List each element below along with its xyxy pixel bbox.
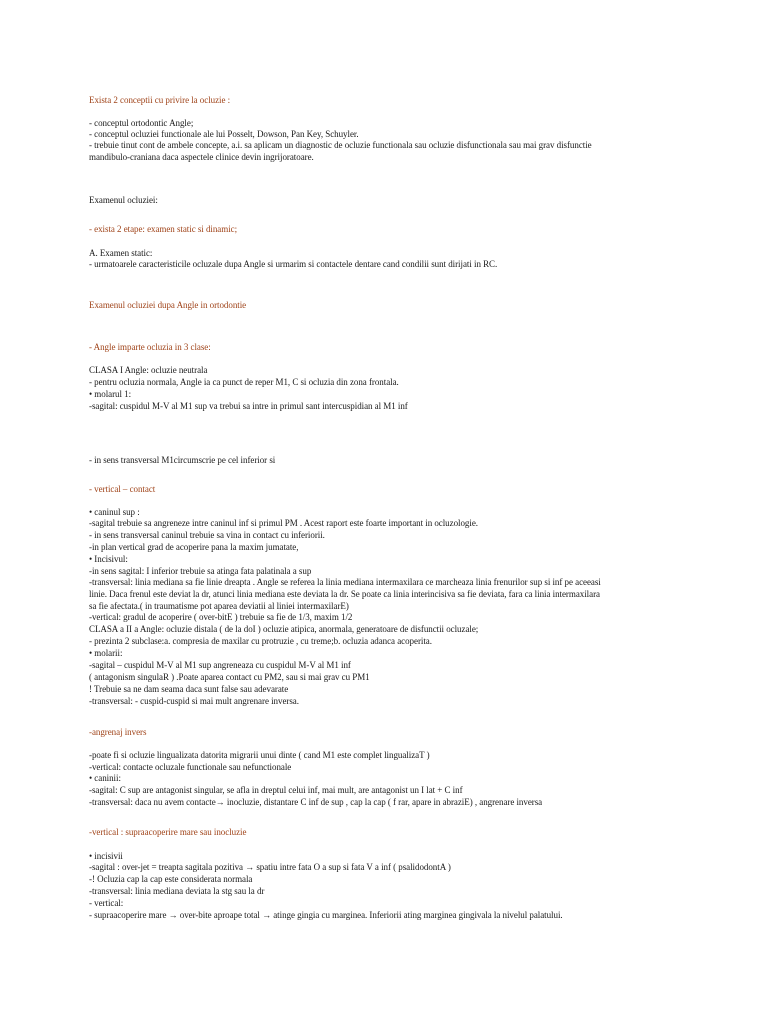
text-line: - in sens transversal M1circumscrie pe cel inferior si	[89, 455, 276, 465]
text-line: -transversal: daca nu avem contacte→ inocluzie, distantare C inf de sup , cap la cap ( f rar, apare in abraziE) , angrenare inversa	[89, 797, 543, 807]
text-line: • caninii:	[89, 773, 121, 783]
text-line: -sagital trebuie sa angreneze intre caninul inf si primul PM . Acest raport este foarte important in ocluzologie.	[89, 518, 478, 528]
section-heading: -angrenaj invers	[89, 727, 147, 737]
text-line: • molarul 1:	[89, 389, 132, 399]
section-heading: Exista 2 conceptii cu privire la ocluzie :	[89, 95, 231, 105]
text-line: -poate fi si ocluzie lingualizata datorita migrarii unui dinte ( cand M1 este complet lingualizaT )	[89, 750, 430, 760]
text-line: sa fie afectata.( in traumatisme pot aparea deviatii al liniei intermaxilarE)	[89, 601, 349, 611]
text-line: - in sens transversal caninul trebuie sa vina in contact cu inferiorii.	[89, 530, 325, 540]
section-heading: - Angle imparte ocluzia in 3 clase:	[89, 342, 211, 352]
text-line: • caninul sup :	[89, 507, 140, 517]
text-line: -sagital: C sup are antagonist singular, se afla in dreptul celui inf, mai mult, are antagonist un I lat + C inf	[89, 785, 463, 795]
text-line: • Incisivul:	[89, 554, 128, 564]
text-line: - pentru ocluzia normala, Angle ia ca punct de reper M1, C si ocluzia din zona frontala.	[89, 377, 399, 387]
text-line: linie. Daca frenul este deviat la dr, atunci linia mediana este deviata la dr. Se poate ca linia interincisiva sa fie deviata, fara ca linia intermaxilara	[89, 589, 600, 599]
text-line: -vertical: gradul de acoperire ( over-bitE ) trebuie sa fie de 1/3, maxim 1/2	[89, 612, 353, 622]
text-line: -transversal: - cuspid-cuspid si mai mult angrenare inversa.	[89, 696, 299, 706]
section-heading: - vertical – contact	[89, 484, 156, 494]
text-line: - supraacoperire mare → over-bite aproape total → atinge gingia cu marginea. Inferiorii ating marginea gingivala la nivelul palatului.	[89, 910, 563, 920]
section-heading: -vertical : supraacoperire mare sau inocluzie	[89, 827, 247, 837]
text-line: - vertical:	[89, 898, 124, 908]
text-line: - conceptul ocluziei functionale ale lui Posselt, Dowson, Pan Key, Schuyler.	[89, 129, 359, 139]
text-line: - urmatoarele caracteristicile ocluzale dupa Angle si urmarim si contactele dentare cand condilii sunt dirijati in RC.	[89, 259, 498, 269]
text-line: -in plan vertical grad de acoperire pana la maxim jumatate,	[89, 542, 299, 552]
text-line: - conceptul ortodontic Angle;	[89, 118, 194, 128]
text-line: - prezinta 2 subclase:a. compresia de maxilar cu protruzie , cu treme;b. ocluzia adanca acoperita.	[89, 636, 432, 646]
text-line: -sagital : over-jet = treapta sagitala pozitiva → spatiu intre fata O a sup si fata V a inf ( psalidodontA )	[89, 862, 451, 872]
text-line: CLASA a II a Angle: ocluzie distala ( de la doI ) ocluzie atipica, anormala, generatoare de disfunctii ocluzale;	[89, 624, 479, 634]
text-line: mandibulo-craniana daca aspectele clinice devin ingrijoratoare.	[89, 152, 314, 162]
text-line: -! Ocluzia cap la cap este considerata normala	[89, 874, 253, 884]
text-line: • incisivii	[89, 851, 123, 861]
text-line: - trebuie tinut cont de ambele concepte, a.i. sa aplicam un diagnostic de ocluzie functionala sau ocluzie disfunctionala sau mai grav disfunctie	[89, 140, 592, 150]
text-line: ( antagonism singulaR ) .Poate aparea contact cu PM2, sau si mai grav cu PM1	[89, 672, 370, 682]
text-line: • molarii:	[89, 648, 123, 658]
section-heading: Examenul ocluziei dupa Angle in ortodontie	[89, 300, 247, 310]
text-line: -transversal: linia mediana sa fie linie dreapta . Angle se referea la linia mediana intermaxilara ce marcheaza linia frenurilor sup si inf pe aceeasi	[89, 577, 601, 587]
text-line: -sagital – cuspidul M-V al M1 sup angreneaza cu cuspidul M-V al M1 inf	[89, 660, 351, 670]
text-line: Examenul ocluziei:	[89, 195, 158, 205]
text-line: A. Examen static:	[89, 248, 153, 258]
text-line: -sagital: cuspidul M-V al M1 sup va trebui sa intre in primul sant intercuspidian al M1 inf	[89, 401, 408, 411]
text-line: -transversal: linia mediana deviata la stg sau la dr	[89, 886, 265, 896]
text-line: ! Trebuie sa ne dam seama daca sunt false sau adevarate	[89, 684, 289, 694]
text-line: -in sens sagital: I inferior trebuie sa atinga fata palatinala a sup	[89, 566, 312, 576]
text-line: -vertical: contacte ocluzale functionale sau nefunctionale	[89, 762, 292, 772]
text-line: CLASA I Angle: ocluzie neutrala	[89, 365, 208, 375]
section-heading: - exista 2 etape: examen static si dinamic;	[89, 224, 238, 234]
